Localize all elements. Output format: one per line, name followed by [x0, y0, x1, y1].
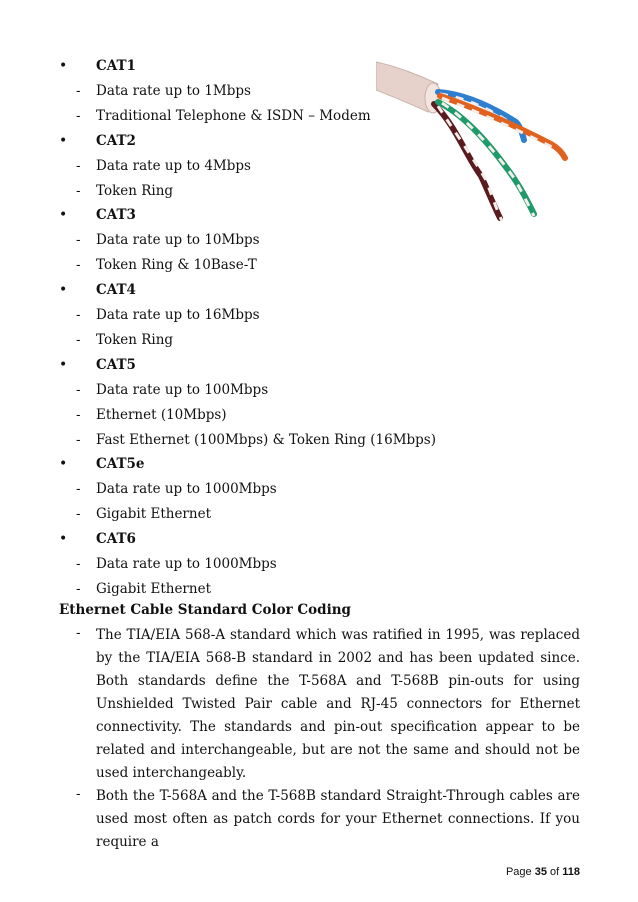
- bullet-icon: •: [59, 456, 68, 473]
- page-total: 118: [562, 866, 580, 878]
- list-dash: -: [76, 580, 81, 597]
- category-detail: Data rate up to 4Mbps: [96, 157, 251, 174]
- list-dash: -: [76, 182, 81, 199]
- category-detail: Data rate up to 1000Mbps: [96, 556, 277, 572]
- list-dash: -: [76, 381, 81, 398]
- category-name: CAT6: [96, 531, 136, 548]
- category-detail: Data rate up to 1000Mbps: [96, 481, 277, 498]
- category-detail: Data rate up to 10Mbps: [96, 232, 260, 249]
- list-dash: -: [76, 431, 81, 448]
- category-detail: Data rate up to 16Mbps: [96, 307, 260, 323]
- list-dash: -: [76, 82, 81, 99]
- category-name: CAT5e: [96, 456, 145, 473]
- paragraph-dash: -: [76, 786, 81, 802]
- list-dash: -: [76, 406, 81, 423]
- paragraph-dash: -: [76, 625, 81, 641]
- list-dash: -: [76, 232, 81, 249]
- list-dash: -: [76, 157, 81, 174]
- category-detail: Fast Ethernet (100Mbps) & Token Ring (16Mbps): [96, 431, 436, 448]
- list-dash: -: [76, 556, 81, 572]
- category-detail: Token Ring: [96, 331, 174, 348]
- category-detail: Token Ring & 10Base-T: [96, 257, 257, 274]
- bullet-icon: •: [59, 531, 68, 548]
- paragraph-1: The TIA/EIA 568-A standard which was ratified in 1995, was replaced by the TIA/EIA 568-B standard in 2002 and has been updated since. Both standards define the T-568A and T-568B pin-outs for using Unshielded Twisted Pair cable and RJ-45 connectors for Ethernet connectivity. The standards and pin-out specification appear to be related and interchangeable, but are not the same and should not be used interchangeably.: [96, 627, 580, 781]
- category-detail: Token Ring: [96, 182, 174, 199]
- bullet-icon: •: [59, 282, 68, 299]
- category-detail: Ethernet (10Mbps): [96, 406, 227, 423]
- section-heading: Ethernet Cable Standard Color Coding: [59, 602, 351, 618]
- page-number: 35: [534, 866, 547, 878]
- list-dash: -: [76, 257, 81, 274]
- page-footer: Page 35 of 118: [505, 866, 580, 878]
- category-name: CAT1: [96, 58, 136, 74]
- bullet-icon: •: [59, 132, 68, 149]
- bullet-icon: •: [59, 58, 68, 74]
- category-detail: Gigabit Ethernet: [96, 506, 211, 523]
- category-name: CAT3: [96, 207, 136, 224]
- twisted-pair-cable-image: [376, 56, 576, 236]
- category-detail: Data rate up to 1Mbps: [96, 82, 251, 99]
- category-name: CAT4: [96, 282, 136, 299]
- list-dash: -: [76, 506, 81, 523]
- category-detail: Data rate up to 100Mbps: [96, 381, 269, 398]
- category-detail: Gigabit Ethernet: [96, 580, 211, 597]
- bullet-icon: •: [59, 207, 68, 224]
- list-dash: -: [76, 107, 81, 124]
- list-dash: -: [76, 481, 81, 498]
- list-dash: -: [76, 307, 81, 323]
- list-dash: -: [76, 331, 81, 348]
- bullet-icon: •: [59, 356, 68, 373]
- category-detail: Traditional Telephone & ISDN – Modem: [96, 107, 371, 124]
- category-name: CAT2: [96, 132, 136, 149]
- paragraph-2: Both the T-568A and the T-568B standard Straight-Through cables are used most often as patch cords for your Ethernet connections. If you require a: [96, 788, 580, 850]
- category-name: CAT5: [96, 356, 136, 373]
